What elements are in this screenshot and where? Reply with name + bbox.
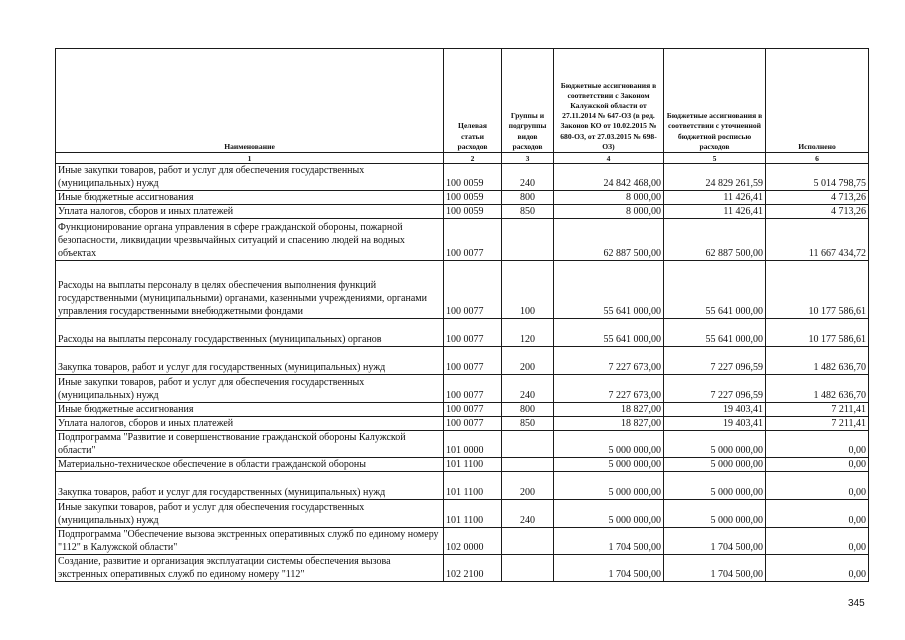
table-row (56, 219, 869, 261)
header-executed: Исполнено (766, 49, 869, 153)
table-row (56, 403, 869, 417)
column-number: 3 (502, 153, 554, 164)
row-group: 240 (502, 164, 554, 191)
row-group: 100 (502, 261, 554, 319)
row-refined-amount: 5 000 000,00 (664, 431, 766, 458)
row-group (502, 555, 554, 582)
table-row (56, 347, 869, 375)
row-group: 200 (502, 472, 554, 500)
row-name: Закупка товаров, работ и услуг для государственных (муниципальных) нужд (56, 472, 444, 500)
row-law-amount: 62 887 500,00 (554, 219, 664, 261)
table-row (56, 417, 869, 431)
row-law-amount: 1 704 500,00 (554, 555, 664, 582)
row-target-code: 100 0077 (444, 261, 502, 319)
table-row (56, 555, 869, 582)
page-number: 345 (848, 598, 865, 609)
row-name: Расходы на выплаты персоналу в целях обеспечения выполнения функций государственными (муниципальными) органами, казенными учреждениями, органами управления государственными внебюджетными фондами (56, 261, 444, 319)
row-name: Иные закупки товаров, работ и услуг для обеспечения государственных (муниципальных) нужд (56, 375, 444, 403)
row-law-amount: 5 000 000,00 (554, 472, 664, 500)
row-refined-amount: 55 641 000,00 (664, 319, 766, 347)
row-target-code: 100 0077 (444, 347, 502, 375)
header-name: Наименование (56, 49, 444, 153)
row-target-code: 100 0077 (444, 219, 502, 261)
row-executed-amount: 0,00 (766, 431, 869, 458)
table-row (56, 472, 869, 500)
row-law-amount: 1 704 500,00 (554, 528, 664, 555)
table-row (56, 261, 869, 319)
row-target-code: 101 1100 (444, 472, 502, 500)
row-target-code: 100 0059 (444, 205, 502, 219)
row-executed-amount: 0,00 (766, 458, 869, 472)
table-row (56, 191, 869, 205)
column-number-row (56, 153, 869, 164)
row-target-code: 101 1100 (444, 500, 502, 528)
row-executed-amount: 0,00 (766, 472, 869, 500)
row-refined-amount: 11 426,41 (664, 205, 766, 219)
header-target-article: Целевая статьи расходов (444, 49, 502, 153)
row-law-amount: 55 641 000,00 (554, 261, 664, 319)
row-target-code: 102 0000 (444, 528, 502, 555)
row-name: Уплата налогов, сборов и иных платежей (56, 417, 444, 431)
row-executed-amount: 11 667 434,72 (766, 219, 869, 261)
row-law-amount: 7 227 673,00 (554, 347, 664, 375)
row-target-code: 101 1100 (444, 458, 502, 472)
row-group: 850 (502, 205, 554, 219)
row-name: Иные закупки товаров, работ и услуг для обеспечения государственных (муниципальных) нужд (56, 500, 444, 528)
row-executed-amount: 1 482 636,70 (766, 375, 869, 403)
row-law-amount: 8 000,00 (554, 191, 664, 205)
table-row (56, 431, 869, 458)
row-law-amount: 8 000,00 (554, 205, 664, 219)
column-number: 2 (444, 153, 502, 164)
table-row (56, 528, 869, 555)
table-row (56, 319, 869, 347)
row-refined-amount: 55 641 000,00 (664, 261, 766, 319)
header-refined-allocations: Бюджетные ассигнования в соответствии с уточненной бюджетной росписью расходов (664, 49, 766, 153)
row-group (502, 219, 554, 261)
row-refined-amount: 7 227 096,59 (664, 347, 766, 375)
row-name: Иные бюджетные ассигнования (56, 403, 444, 417)
table-row (56, 458, 869, 472)
row-law-amount: 24 842 468,00 (554, 164, 664, 191)
column-number: 4 (554, 153, 664, 164)
row-group: 240 (502, 500, 554, 528)
row-name: Подпрограмма "Обеспечение вызова экстренных оперативных служб по единому номеру "112" в Калужской области" (56, 528, 444, 555)
row-target-code: 100 0059 (444, 164, 502, 191)
row-target-code: 102 2100 (444, 555, 502, 582)
budget-table (55, 48, 869, 582)
table-row (56, 500, 869, 528)
row-executed-amount: 7 211,41 (766, 417, 869, 431)
header-expense-groups: Группы и подгруппы видов расходов (502, 49, 554, 153)
row-group: 800 (502, 403, 554, 417)
row-refined-amount: 1 704 500,00 (664, 528, 766, 555)
row-group: 240 (502, 375, 554, 403)
column-number: 1 (56, 153, 444, 164)
row-law-amount: 7 227 673,00 (554, 375, 664, 403)
row-refined-amount: 62 887 500,00 (664, 219, 766, 261)
row-target-code: 100 0077 (444, 319, 502, 347)
row-law-amount: 5 000 000,00 (554, 458, 664, 472)
row-name: Расходы на выплаты персоналу государственных (муниципальных) органов (56, 319, 444, 347)
row-refined-amount: 19 403,41 (664, 403, 766, 417)
row-executed-amount: 7 211,41 (766, 403, 869, 417)
column-number: 6 (766, 153, 869, 164)
row-target-code: 100 0059 (444, 191, 502, 205)
row-law-amount: 55 641 000,00 (554, 319, 664, 347)
row-refined-amount: 24 829 261,59 (664, 164, 766, 191)
row-law-amount: 18 827,00 (554, 403, 664, 417)
row-name: Функционирование органа управления в сфере гражданской обороны, пожарной безопасности, ликвидации чрезвычайных ситуаций и спасению людей на водных объектах (56, 219, 444, 261)
row-executed-amount: 10 177 586,61 (766, 261, 869, 319)
row-group (502, 431, 554, 458)
row-refined-amount: 19 403,41 (664, 417, 766, 431)
row-refined-amount: 5 000 000,00 (664, 500, 766, 528)
row-name: Создание, развитие и организация эксплуатации системы обеспечения вызова экстренных оперативных служб по единому номеру "112" (56, 555, 444, 582)
row-law-amount: 5 000 000,00 (554, 431, 664, 458)
row-executed-amount: 10 177 586,61 (766, 319, 869, 347)
row-group (502, 528, 554, 555)
row-target-code: 100 0077 (444, 375, 502, 403)
row-refined-amount: 5 000 000,00 (664, 472, 766, 500)
row-name: Иные бюджетные ассигнования (56, 191, 444, 205)
header-law-allocations: Бюджетные ассигнования в соответствии с Законом Калужской области от 27.11.2014 № 647-ОЗ (в ред. Законов КО от 10.02.2015 № 680-ОЗ, от 27.03.2015 № 698-ОЗ) (554, 49, 664, 153)
row-name: Уплата налогов, сборов и иных платежей (56, 205, 444, 219)
row-target-code: 101 0000 (444, 431, 502, 458)
row-executed-amount: 4 713,26 (766, 191, 869, 205)
row-group: 200 (502, 347, 554, 375)
column-number: 5 (664, 153, 766, 164)
row-executed-amount: 4 713,26 (766, 205, 869, 219)
row-executed-amount: 0,00 (766, 555, 869, 582)
table-row (56, 205, 869, 219)
row-refined-amount: 5 000 000,00 (664, 458, 766, 472)
row-name: Подпрограмма "Развитие и совершенствование гражданской обороны Калужской области" (56, 431, 444, 458)
row-name: Закупка товаров, работ и услуг для государственных (муниципальных) нужд (56, 347, 444, 375)
row-executed-amount: 5 014 798,75 (766, 164, 869, 191)
table-row (56, 375, 869, 403)
header-row (56, 49, 869, 153)
table-row (56, 164, 869, 191)
row-refined-amount: 7 227 096,59 (664, 375, 766, 403)
row-law-amount: 5 000 000,00 (554, 500, 664, 528)
row-refined-amount: 11 426,41 (664, 191, 766, 205)
row-group (502, 458, 554, 472)
row-target-code: 100 0077 (444, 403, 502, 417)
row-group: 800 (502, 191, 554, 205)
row-group: 850 (502, 417, 554, 431)
row-refined-amount: 1 704 500,00 (664, 555, 766, 582)
row-name: Иные закупки товаров, работ и услуг для обеспечения государственных (муниципальных) нужд (56, 164, 444, 191)
row-law-amount: 18 827,00 (554, 417, 664, 431)
row-executed-amount: 1 482 636,70 (766, 347, 869, 375)
row-name: Материально-техническое обеспечение в области гражданской обороны (56, 458, 444, 472)
row-executed-amount: 0,00 (766, 528, 869, 555)
row-executed-amount: 0,00 (766, 500, 869, 528)
row-group: 120 (502, 319, 554, 347)
row-target-code: 100 0077 (444, 417, 502, 431)
